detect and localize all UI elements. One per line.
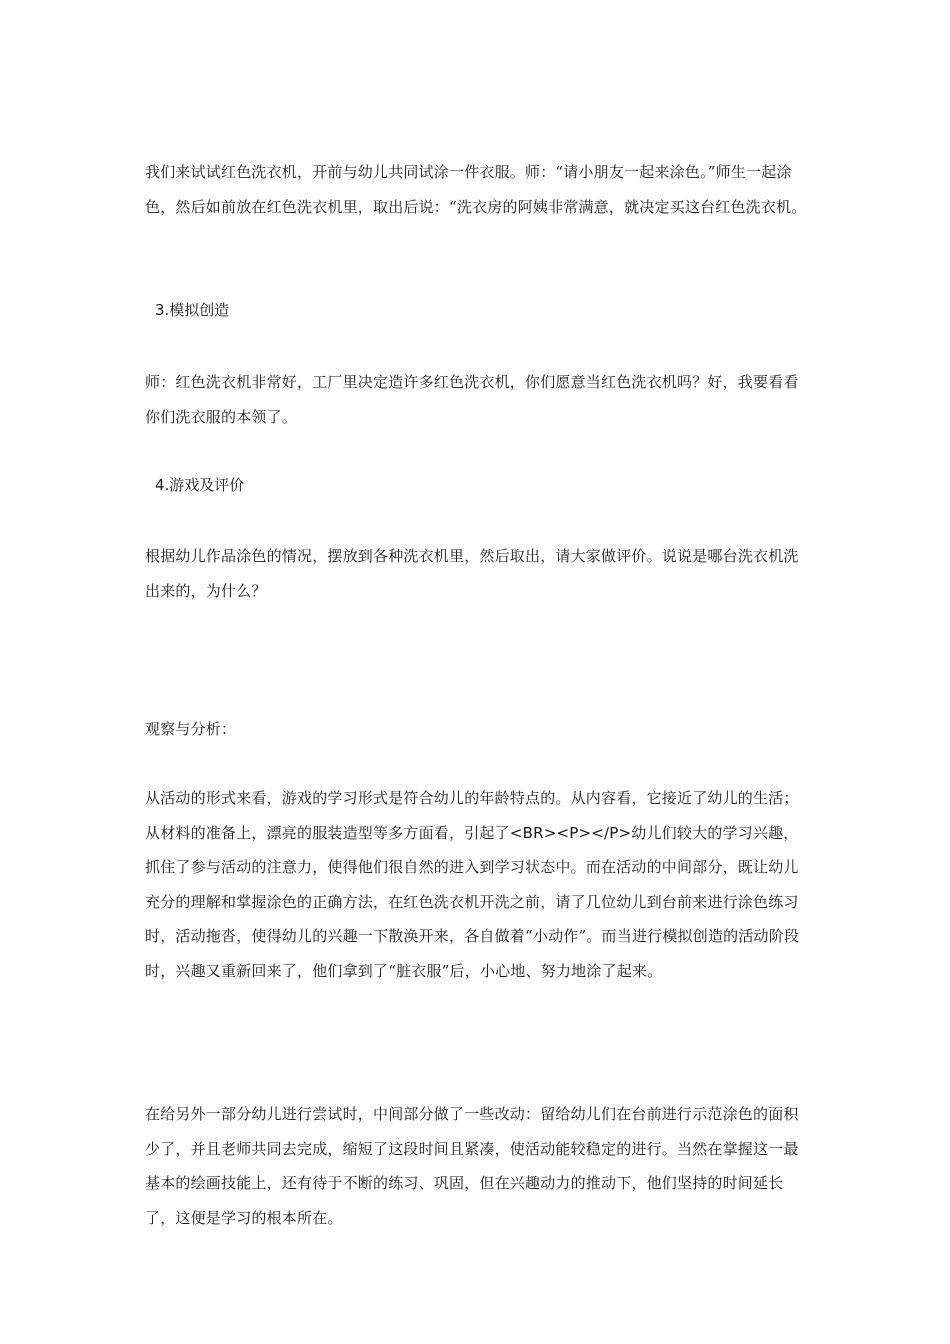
- analysis-title: 观察与分析：: [145, 720, 237, 738]
- heading-simulation: 3.模拟创造: [155, 301, 230, 319]
- heading-game-evaluation: 4.游戏及评价: [155, 476, 245, 494]
- paragraph-analysis-1: [145, 781, 810, 988]
- html-tag-text: <BR><P></P>: [509, 823, 632, 842]
- paragraph-simulation: 师：红色洗衣机非常好，工厂里决定造许多红色洗衣机，你们愿意当红色洗衣机吗？好，我要看看你们洗衣服的本领了。: [145, 373, 799, 426]
- paragraph-game-evaluation: 根据幼儿作品涂色的情况，摆放到各种洗衣机里，然后取出，请大家做评价。说说是哪台洗衣机洗出来的，为什么？: [145, 547, 799, 600]
- analysis-text-part-1: 从活动的形式来看，游戏的学习形式是符合幼儿的年龄特点的。从内容看，它接近了幼儿的生活；从材料的准备上，漂亮的服装造型等多方面看，引起了: [145, 789, 799, 842]
- analysis-text-part-2: 幼儿们较大的学习兴趣，抓住了参与活动的注意力，使得他们很自然的进入到学习状态中。而在活动的中间部分，既让幼儿充分的理解和掌握涂色的正确方法，在红色洗衣机开洗之前，请了几位幼儿到台前来进行涂色练习时，活动拖沓，使得幼儿的兴趣一下散涣开来，各自做着“小动作”。而当进行模拟创造的活动阶段时，兴趣又重新回来了，他们拿到了“脏衣服”后，小心地、努力地涂了起来。: [145, 823, 800, 980]
- paragraph-analysis-2: 在给另外一部分幼儿进行尝试时，中间部分做了一些改动：留给幼儿们在台前进行示范涂色的面积少了，并且老师共同去完成，缩短了这段时间且紧凑，使活动能较稳定的进行。当然在掌握这一最基本的绘画技能上，还有待于不断的练习、巩固，但在兴趣动力的推动下，他们坚持的时间延长了，这便是学习的根本所在。: [145, 1105, 799, 1227]
- paragraph-red-washer-trial: 我们来试试红色洗衣机，开前与幼儿共同试涂一件衣服。师：“请小朋友一起来涂色。”师生一起涂色，然后如前放在红色洗衣机里，取出后说：“洗衣房的阿姨非常满意，就决定买这台红色洗衣机。: [145, 163, 807, 216]
